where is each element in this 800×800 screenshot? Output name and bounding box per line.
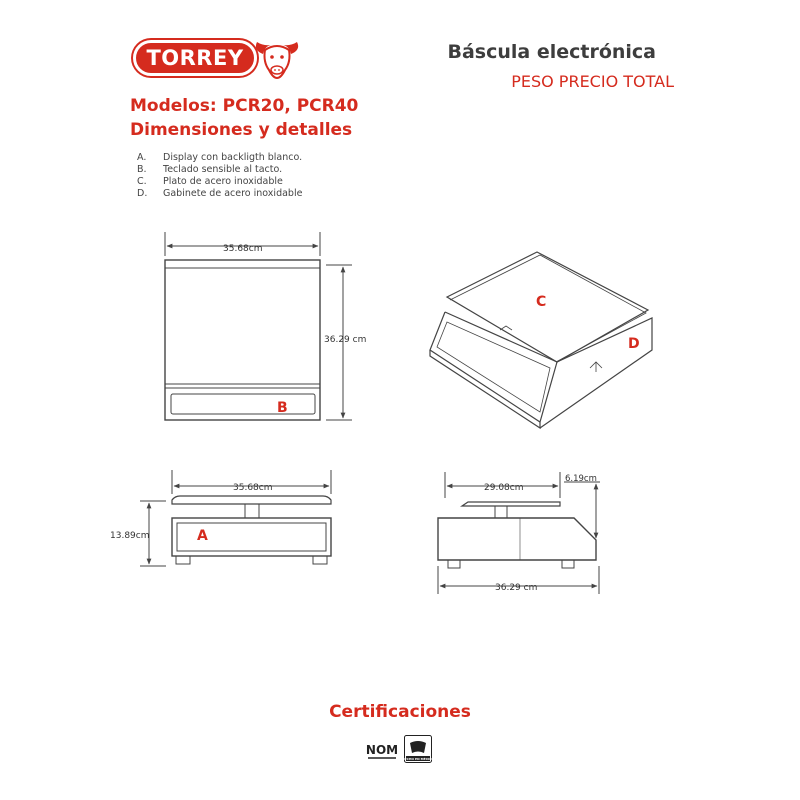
side-height-label: 6.19cm — [565, 474, 597, 484]
feature-letter: C. — [137, 176, 147, 187]
feature-text: Teclado sensible al tacto. — [163, 164, 283, 175]
callout-d: D — [628, 336, 640, 352]
feature-text: Gabinete de acero inoxidable — [163, 188, 303, 199]
isometric-view — [430, 252, 652, 428]
nom-text: NOM — [365, 743, 399, 757]
callout-c: C — [536, 294, 547, 310]
mexico-text: HECHO EN MÉXICO — [402, 757, 434, 762]
page-subtitle: PESO PRECIO TOTAL — [511, 72, 674, 91]
hecho-en-mexico-badge — [404, 735, 432, 763]
side-plate-label: 29.08cm — [484, 483, 524, 493]
nom-badge — [367, 737, 397, 761]
top-width-label: 35.68cm — [223, 244, 263, 254]
page-title: Báscula electrónica — [447, 41, 656, 63]
callout-b: B — [277, 400, 288, 416]
callout-a: A — [197, 528, 208, 544]
feature-text: Display con backligth blanco. — [163, 152, 303, 163]
dimensions-heading: Dimensiones y detalles — [130, 120, 353, 140]
top-depth-label: 36.29 cm — [324, 335, 367, 345]
side-depth-label: 36.29 cm — [495, 583, 538, 593]
models-heading: Modelos: PCR20, PCR40 — [130, 96, 359, 116]
feature-letter: B. — [137, 164, 147, 175]
brand-name: TORREY — [133, 40, 257, 76]
certifications-heading: Certificaciones — [329, 702, 471, 722]
feature-letter: D. — [137, 188, 148, 199]
front-height-label: 13.89cm — [110, 531, 150, 541]
front-width-label: 35.68cm — [233, 483, 273, 493]
feature-text: Plato de acero inoxidable — [163, 176, 283, 187]
feature-letter: A. — [137, 152, 147, 163]
top-view — [165, 232, 352, 420]
